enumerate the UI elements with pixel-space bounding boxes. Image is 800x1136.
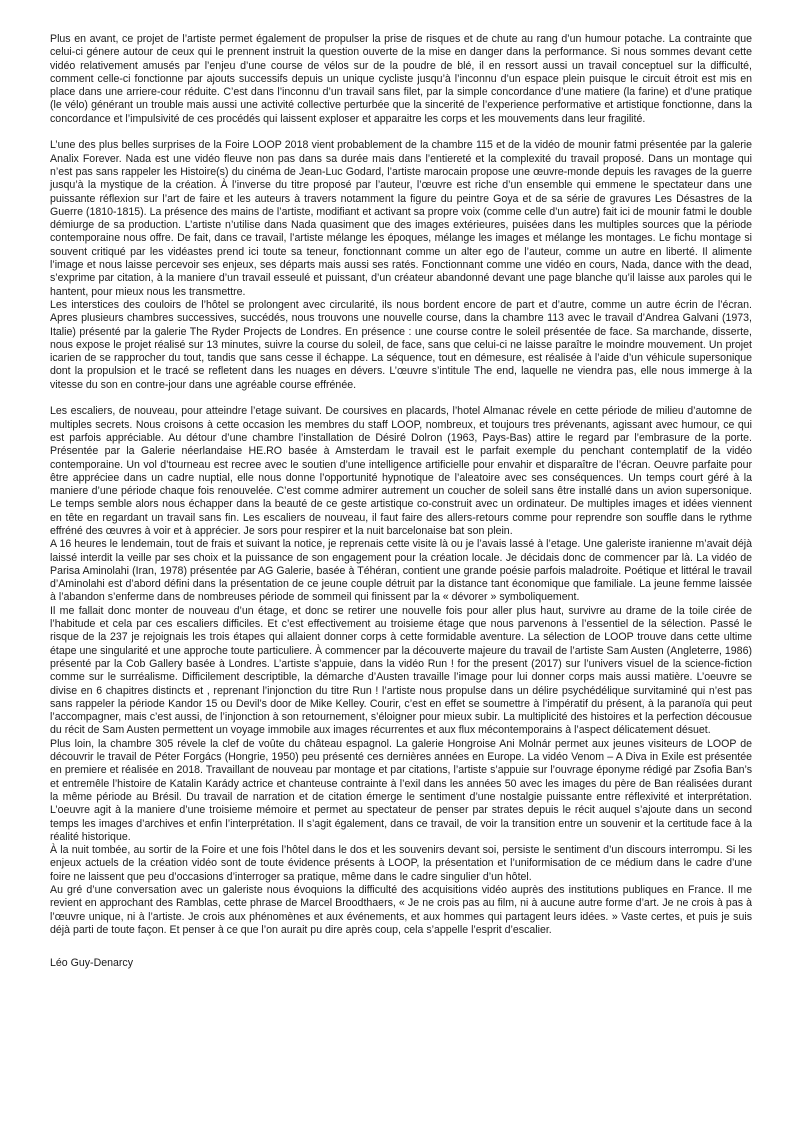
author-signature: Léo Guy-Denarcy — [50, 957, 134, 970]
paragraph-4: Les escaliers, de nouveau, pour atteindre l’etage suivant. De coursives en placards, l’hotel Almanac révele en cette période de milieu d’automne de multiples secrets. Nous croisons à cette occasion les membres du staff LOOP, nombreux, et toujours tres prévenants, agissant avec humour, ce qui est parfois appréciable. Au détour d’une chambre l’installation de Désiré Dolron (1963, Pays-Bas) attire le regard par l’embrasure de la porte. Présentée par la Galerie néerlandaise HE.RO basée à Amsterdam le travail est le parfait exemple du penchant contemplatif de la vidéo contemporaine. Un vol d’tourneau est recree avec le soutien d’une intelligence artificielle pour envahir et disparaître de l’écran. Oeuvre parfaite pour être appréciee dans un cadre nuptial, elle nous donne l’opportunité hypnotique de l’aleatoire avec ses conséquences. Un temps court géré à la maniere d’une période chaque fois renouvelée. C’est comme admirer autrement un coucher de soleil sans être installé dans un avion supersonique. Le temps semble alors nous échapper dans la beauté de ce geste artistique co-construit avec un ordinateur. De multiples images et idées viennent en tête en regardant un travail sans fin. Les escaliers de nouveau, il faut faire des allers-retours comme pour reprendre son souffle dans le rythme effréné des œuvres à voir et à apprécier. Je sors pour respirer et la nuit barcelonaise bat son plein. — [50, 405, 752, 537]
paragraph-5: A 16 heures le lendemain, tout de frais et suivant la notice, je reprenais cette visite là ou je l’avais lassé à l’etage. Une galeriste iranienne m’avait déjà laissé interdit la veille par ses choix et la puissance de son engagement pour la création locale. Je décidais donc de commencer par là. La vidéo de Parisa Aminolahi (Iran, 1978) présentée par AG Galerie, basée à Téhéran, contient une grande poésie parfois maladroite. Poétique et littéral le travail d’Aminolahi est d’abord défini dans la présentation de ce jeune couple détruit par la distance tant économique que familiale. La jeune femme laissée à l’abandon s’enferme dans de nombreuses période de sommeil qui finissent par la « dévorer » symboliquement. — [50, 538, 752, 604]
paragraph-9: Au gré d’une conversation avec un galeriste nous évoquions la difficulté des acquisitions vidéo auprès des institutions publiques en France. Il me revient en approchant des Ramblas, cette phrase de Marcel Broodthaers, « Je ne crois pas au film, ni à aucune autre forme d’art. Je ne crois à pas à l’œuvre unique, ni à l’artiste. Je crois aux phénomènes et aux événements, et aux hommes qui partagent leurs idées. » Vaste certes, et puis je suis déjà parti de toute façon. Et penser à ce que l’on aurait pu dire après coup, cela s’appelle l’esprit d’escalier. — [50, 884, 752, 936]
paragraph-3: Les interstices des couloirs de l’hôtel se prolongent avec circularité, ils nous bordent encore de part et d’autre, comme un autre écrin de l’écran. Apres plusieurs chambres successives, succédés, nous trouvons une nouvelle course, dans la chambre 113 avec le travail d’Andrea Galvani (1973, Italie) présenté par la galerie The Ryder Projects de Londres. En présence : une course contre le soleil présentée de face. Sa marchande, disserte, nous expose le projet réalisé sur 13 minutes, suivre la course du soleil, de face, sans que celui-ci ne laisse paraître le moindre mouvement. Un projet icarien de se rapprocher du tout, tandis que sans cesse il échappe. La séquence, tout en démesure, est réalisée à l’aide d’un véhicule supersonique dont la propulsion et le tracé se refletent dans les nuages en dévers. L’œuvre s’intitule The end, laquelle ne viendra pas, elle nous immerge à la vitesse du son en contre-jour dans une agréable course effrénée. — [50, 298, 752, 391]
paragraph-2: L’une des plus belles surprises de la Foire LOOP 2018 vient probablement de la chambre 115 et de la vidéo de mounir fatmi présentée par la galerie Analix Forever. Nada est une vidéo fleuve non pas dans sa durée mais dans l’entiereté et la complexité du travail proposé. Dans un montage qui n’est pas sans rappeler les Histoire(s) du cinéma de Jean-Luc Godard, l’artiste marocain propose une œuvre-monde depuis les ravages de la guerre jusqu’à la mystique de la création. À l’inverse du titre proposé par l’auteur, l’œuvre est riche d’un ensemble qui emmene le spectateur dans une puissante réflexion sur l’art de faire et les auteurs à travers notamment la figure du peintre Goya et de sa série de gravures Les Désastres de la Guerre (1810-1815). La présence des mains de l’artiste, modifiant et activant sa propre voix (comme celle d’un autre) fait ici de mounir fatmi le double démiurge de sa production. L’artiste n’utilise dans Nada quasiment que des images extérieures, puisées dans les multiples sources que la période contemporaine nous offre. De fait, dans ce travail, l’artiste mélange les époques, mélange les images et mélange les montages. Le fichu montage si souvent critiqué par les vidéastes prend ici toute sa teneur, fonctionnant comme un alter ego de l’auteur, comme un autre en liberté. Il alimente l’image et nous laisse percevoir ses enjeux, ses départs mais aussi ses ratés. Fonctionnant comme une vidéo en cours, Nada, dance with the dead, s’exprime par citation, à la maniere d’un travail esseulé et puissant, d’un créateur abandonné devant une page blanche qu’il laisse aux paroles qui le hantent, pour mieux nous les transmettre. — [50, 139, 752, 298]
paragraph-7: Plus loin, la chambre 305 révele la clef de voûte du château espagnol. La galerie Hongroise Ani Molnár permet aux jeunes visiteurs de LOOP de découvrir le travail de Péter Forgács (Hongrie, 1950) peu présenté ces dernières années en Europe. La vidéo Venom – A Diva in Exile est présentée en premiere et réalisée en 2018. Travaillant de nouveau par montage et par citations, l’artiste s’appuie sur l’ouvrage éponyme rédigé par Zsofia Ban’s et entremêle l’histoire de Katalin Karády actrice et chanteuse contrainte à l’exil dans les années 50 avec les images du père de Ban réalisées durant la même période au Brésil. Du travail de narration et de citation émerge le sentiment d’une nostalgie puissante entre réflexivité et interprétation. L’oeuvre agit à la maniere d’une troisieme mémoire et permet au spectateur de penser par strates depuis le récit auquel s’ajoute dans un second temps les images d’archives et enfin l’interprétation. Il s’agit également, dans ce travail, de voir la transition entre un souvenir et la certitude face à la réalité historique. — [50, 737, 752, 843]
article-body — [50, 33, 752, 937]
paragraph-8: À la nuit tombée, au sortir de la Foire et une fois l’hôtel dans le dos et les souvenirs devant soi, persiste le sentiment d’un discours interrompu. Si les enjeux actuels de la création vidéo sont de toute évidence présents à LOOP, la présentation et l’uniformisation de ce médium dans le cadre d’une foire ne laissent que peu d’occasions d’interroger sa pratique, même dans le cadre singulier d’un hôtel. — [50, 844, 752, 883]
paragraph-1: Plus en avant, ce projet de l’artiste permet également de propulser la prise de risques et de chute au rang d’un humour potache. La contrainte que celui-ci génere autour de ceux qui le prennent instruit la question ouverte de la mise en danger dans la performance. Si nous sommes devant cette vidéo relativement amusés par l’enjeu d’une course de vélos sur de la poudre de blé, il en ressort aussi un travail conceptuel sur la difficulté, comment celle-ci fonctionne par ajouts successifs depuis un unique cycliste jusqu’à l’inconnu d’un espace plein puisque le circuit étroit est mis en place dans une arriere-cour réduite. C’est dans l’inconnu d’un travail sans filet, par la simple concordance d’une matiere (la farine) et d’une pratique (le vélo) générant un trouble mais aussi une activité collective perturbée que la sincerité de l’experience performative et artistique fonctionne, dans la concordance et l’impulsivité de ces procédés qui laissent exploser et apparaitre les corps et les mouvements dans leur fragilité. — [50, 33, 752, 125]
paragraph-6: Il me fallait donc monter de nouveau d’un étage, et donc se retirer une nouvelle fois pour aller plus haut, survivre au drame de la toile cirée de l’habitude et cela par ces escaliers difficiles. Et c’est effectivement au troisieme étage que nous parvenons à l’essentiel de la sélection. Passé le risque de la 237 je rejoignais les trois étapes qui allaient donner corps à cette formidable aventure. La sélection de LOOP trouve dans cette ultime étape une singularité et une approche toute particuliere. À commencer par la découverte majeure du travail de l’artiste Sam Austen (Angleterre, 1986) présenté par la Cob Gallery basée à Londres. L’artiste s’appuie, dans la vidéo Run ! for the present (2017) sur l’univers visuel de la science-fiction comme sur le surréalisme. Difficilement descriptible, la démarche d’Austen travaille l’image pour lui donner corps mais aussi matière. L’oeuvre se divise en 6 chapitres distincts et , reprenant l’injonction du titre Run ! l’artiste nous propulse dans un délire psychédélique survitaminé qui n’est pas sans rappeler la période Kandor 15 ou Devil’s door de Mike Kelley. Courir, c’est en effet se soumettre à l’impératif du présent, à la paranoïa qui peut l’accompagner, mais c’est aussi, de l’injonction à son retournement, s’éloigner pour mieux subir. La multiplicité des histoires et la perfection décousue du récit de Sam Austen permettent un voyage immobile aux images récurrentes et aux flux mécontemporains à l’aspect délicatement désuet. — [50, 604, 752, 737]
